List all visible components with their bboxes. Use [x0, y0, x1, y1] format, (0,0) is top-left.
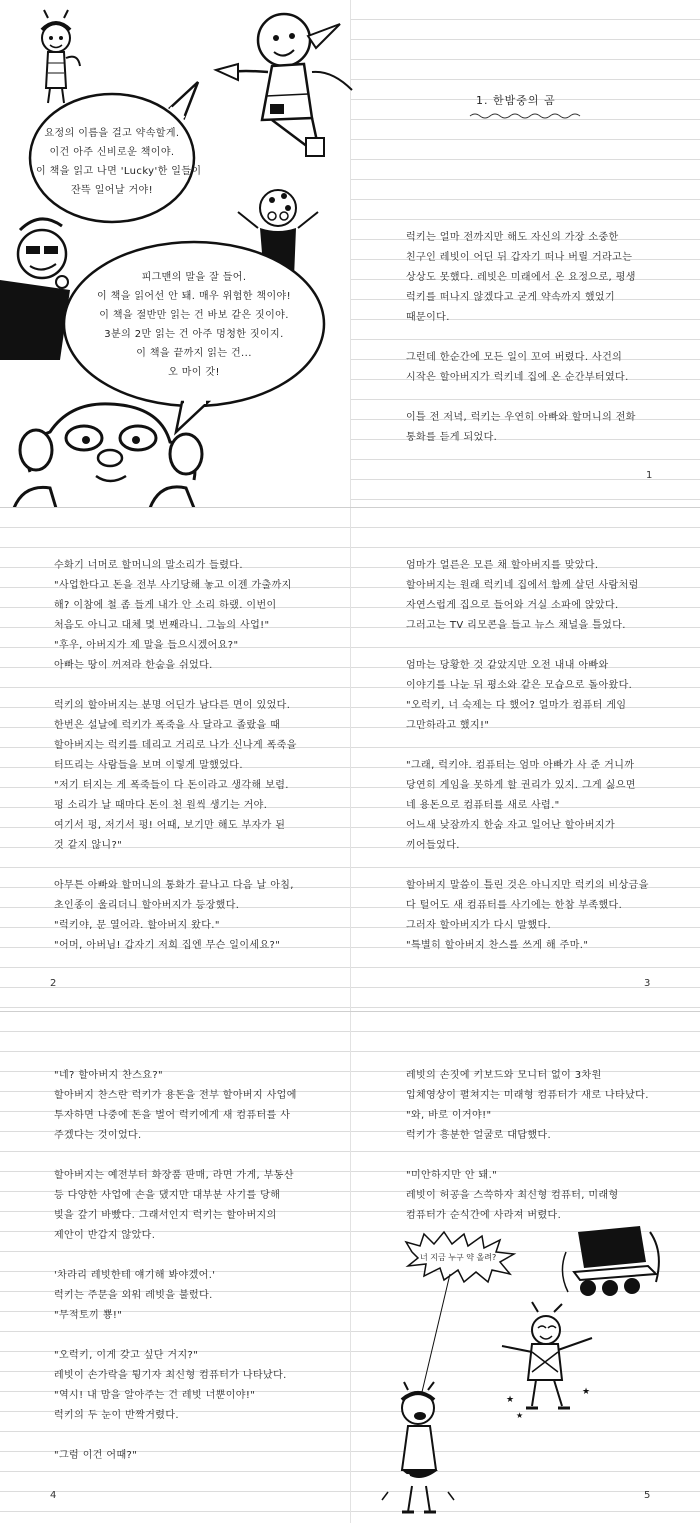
text-line: 럭키를 떠나지 않겠다고 굳게 약속까지 했었기 [406, 292, 616, 303]
left-page-text [54, 556, 297, 956]
text-line: 할아버지 찬스란 럭키가 용돈을 전부 할아버지 사업에 [54, 1090, 297, 1101]
text-line: 제안이 반갑지 않았다. [54, 1230, 156, 1241]
text-line: 다 털어도 새 컴퓨터를 사기에는 한참 부족했다. [406, 900, 623, 911]
text-line: 시작은 할아버지가 럭키네 집에 온 순간부터였다. [406, 372, 629, 383]
bubble-line: 이건 아주 신비로운 책이야. [49, 147, 175, 158]
chapter-underline [470, 112, 580, 120]
text-line: "럭키야, 문 열어라. 할아버지 왔다." [54, 920, 220, 931]
rabbit-fairy-icon [492, 1302, 612, 1422]
text-line: 때문이다. [406, 312, 450, 323]
text-line: 펑 소리가 날 때마다 돈이 천 원씩 생기는 거야. [54, 800, 268, 811]
text-line: "사업한다고 돈을 전부 사기당해 놓고 이젠 가출까지 [54, 580, 292, 591]
text-line: "미안하지만 안 돼." [406, 1170, 498, 1181]
text-line: 할아버지는 원래 럭키네 집에서 함께 살던 사람처럼 [406, 580, 639, 591]
pigman-icon [10, 392, 210, 508]
text-line: "오럭키, 이게 갖고 싶단 거지?" [54, 1350, 199, 1361]
bubble-line: 이 책을 읽어선 안 돼. 매우 위험한 책이야! [97, 291, 291, 302]
text-line: 레빗이 손가락을 튕기자 최신형 컴퓨터가 나타났다. [54, 1370, 287, 1381]
spread-3 [0, 1012, 700, 1523]
text-line: 엄마는 당황한 것 같았지만 오전 내내 아빠와 [406, 660, 609, 671]
text-line: 초인종이 울리더니 할아버지가 등장했다. [54, 900, 240, 911]
text-line: "역시! 내 맘을 알아주는 건 레빗 너뿐이야!" [54, 1390, 256, 1401]
text-line: "오럭키, 너 숙제는 다 했어? 얼마가 컴퓨터 게임 [406, 700, 627, 711]
bubble-line: 잔뜩 일어날 거야! [71, 185, 153, 196]
text-line: 투자하면 나중에 돈을 벌어 럭키에게 새 컴퓨터를 사 [54, 1110, 291, 1121]
text-line: 이야기를 나눈 뒤 평소와 같은 모습으로 돌아왔다. [406, 680, 633, 691]
text-line: 어느새 낮잠까지 한숨 자고 일어난 할아버지가 [406, 820, 616, 831]
laptop-icon [560, 1222, 660, 1302]
text-line: 럭키는 주문을 외워 레빗을 불렀다. [54, 1290, 213, 1301]
flying-boy-icon [212, 0, 362, 170]
text-line: 친구인 레빗이 어딘 뒤 갑자기 떠나 버릴 거라고는 [406, 252, 633, 263]
text-line: "후우, 아버지가 제 말을 들으시겠어요?" [54, 640, 239, 651]
text-line: 할아버지 말씀이 틀린 것은 아니지만 럭키의 비상금을 [406, 880, 649, 891]
page-number-right: 3 [644, 978, 651, 989]
text-line: 입체영상이 펼쳐지는 미래형 컴퓨터가 새로 나타났다. [406, 1090, 649, 1101]
page-number-right: 5 [644, 1490, 651, 1501]
svg-text:★: ★ [516, 1411, 524, 1420]
text-line: 그러자 할아버지가 다시 말했다. [406, 920, 552, 931]
text-line: 주겠다는 것이었다. [54, 1130, 142, 1141]
angry-girl-icon [378, 1382, 468, 1523]
text-line: 컴퓨터가 순식간에 사라져 버렸다. [406, 1210, 562, 1221]
bubble-line: 이 책을 절반만 읽는 건 바보 같은 짓이야. [99, 310, 289, 321]
text-line: "그럼 이건 어때?" [54, 1450, 138, 1461]
text-line: 이틀 전 저녁, 럭키는 우연히 아빠와 할머니의 전화 [406, 412, 636, 423]
text-line: '차라리 레빗한테 얘기해 봐야겠어.' [54, 1270, 216, 1281]
bubble-top-text [36, 124, 202, 200]
svg-text:★: ★ [506, 1395, 515, 1405]
text-line: 끼어들었다. [406, 840, 460, 851]
text-line: 수화기 너머로 할머니의 말소리가 들렸다. [54, 560, 243, 571]
text-line: "네? 할아버지 찬스요?" [54, 1070, 164, 1081]
bubble-line: 피그맨의 말을 잘 들어. [141, 272, 247, 283]
bubble-line: 오 마이 갓! [168, 367, 220, 378]
bubble-line: 3분의 2만 읽는 건 아주 멍청한 짓이지. [104, 329, 284, 340]
page-number-left: 4 [50, 1490, 57, 1501]
text-line: 아빠는 땅이 꺼져라 한숨을 쉬었다. [54, 660, 213, 671]
text-line: 그만하라고 했지!" [406, 720, 490, 731]
bubble-bottom-text [76, 268, 312, 382]
text-line: 레빗의 손짓에 키보드와 모니터 없이 3차원 [406, 1070, 602, 1081]
text-line: "와, 바로 이거야!" [406, 1110, 492, 1121]
text-line: 럭키의 두 눈이 반짝거렸다. [54, 1410, 179, 1421]
left-page-text [54, 1066, 297, 1466]
text-line: 통화를 듣게 되었다. [406, 432, 498, 443]
text-line: "무적토끼 뿅!" [54, 1310, 123, 1321]
text-line: 럭키의 할아버지는 분명 어딘가 남다른 면이 있었다. [54, 700, 291, 711]
text-line: "어머, 아버님! 갑자기 저희 집엔 무슨 일이세요?" [54, 940, 281, 951]
spread-2 [0, 508, 700, 1012]
text-line: 터뜨리는 사람들을 보며 이렇게 말했었다. [54, 760, 243, 771]
text-line: 레빗이 허공을 스쓱하자 최신형 컴퓨터, 미래형 [406, 1190, 619, 1201]
svg-text:★: ★ [582, 1387, 591, 1397]
bubble-line: 요정의 이름을 걸고 약속할게. [44, 128, 180, 139]
right-page-text [406, 556, 649, 956]
text-line: "그래, 럭키야. 컴퓨터는 엄마 아빠가 사 준 거니까 [406, 760, 635, 771]
text-line: 것 같지 않니?" [54, 840, 123, 851]
shout-bubble-text: 너 지금 누구 약 올려? [420, 1253, 497, 1262]
page-number: 1 [646, 470, 653, 481]
chapter-title: 1. 한밤중의 곰 [476, 94, 556, 107]
spread-1 [0, 0, 700, 508]
bubble-line: 이 책을 읽고 나면 'Lucky'한 일들이 [36, 166, 202, 177]
gutter [350, 1012, 351, 1523]
text-line: 그러고는 TV 리모콘을 들고 뉴스 채널을 틀었다. [406, 620, 626, 631]
text-line: "저기 터지는 게 폭죽들이 다 돈이라고 생각해 보렴. [54, 780, 289, 791]
text-line: 엄마가 얼른은 모른 채 할아버지를 맞았다. [406, 560, 599, 571]
text-line: 네 용돈으로 컴퓨터를 새로 사렴." [406, 800, 560, 811]
bubble-tail [420, 1274, 460, 1394]
text-line: 해? 이참에 철 좀 들게 내가 안 소리 하랬. 이번이 [54, 600, 277, 611]
text-line: 빚을 갚기 바빴다. 그래서인지 럭키는 할아버지의 [54, 1210, 277, 1221]
text-line: 아무튼 아빠와 할머니의 통화가 끝나고 다음 날 아침, [54, 880, 294, 891]
text-line: 등 다양한 사업에 손을 댔지만 대부분 사기를 당해 [54, 1190, 281, 1201]
text-line: 여기서 펑, 저기서 펑! 어때, 보기만 해도 부자가 된 [54, 820, 286, 831]
text-line: 처음도 아니고 대체 몇 번째라니. 그놈의 사업!" [54, 620, 270, 631]
right-page-text [406, 1066, 649, 1226]
text-line: "특별히 할아버지 찬스를 쓰게 해 주마." [406, 940, 589, 951]
right-page-text [406, 228, 636, 448]
page-number-left: 2 [50, 978, 57, 989]
text-line: 당연히 게임을 못하게 할 권리가 있지. 그게 싫으면 [406, 780, 636, 791]
text-line: 할아버지는 럭키를 데리고 거리로 나가 신나게 폭죽을 [54, 740, 297, 751]
text-line: 그런데 한순간에 모든 일이 꼬여 버렸다. 사건의 [406, 352, 623, 363]
gutter [350, 508, 351, 1012]
text-line: 할아버지는 예전부터 화장품 판매, 라면 가게, 부동산 [54, 1170, 294, 1181]
text-line: 럭키가 흥분한 얼굴로 대답했다. [406, 1130, 552, 1141]
text-line: 럭키는 얼마 전까지만 해도 자신의 가장 소중한 [406, 232, 619, 243]
text-line: 상상도 못했다. 레빗은 미래에서 온 요정으로, 평생 [406, 272, 636, 283]
bubble-line: 이 책을 끝까지 읽는 건... [136, 348, 252, 359]
text-line: 한번은 설날에 럭키가 폭죽을 사 달라고 졸랐을 때 [54, 720, 281, 731]
text-line: 자연스럽게 집으로 들어와 거실 소파에 앉았다. [406, 600, 619, 611]
